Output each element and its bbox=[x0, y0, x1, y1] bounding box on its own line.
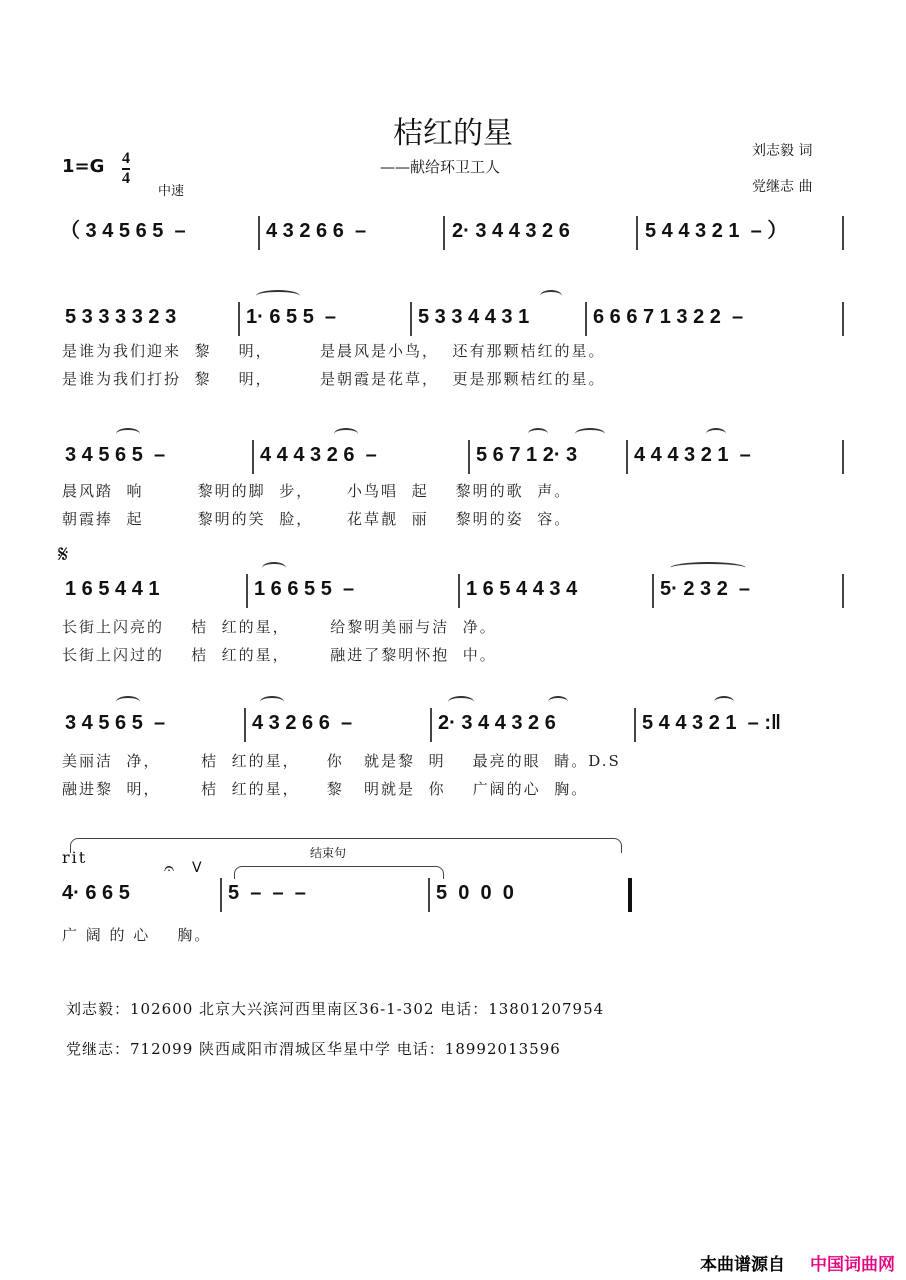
barline bbox=[443, 216, 445, 250]
barline bbox=[458, 574, 460, 608]
barline bbox=[410, 302, 412, 336]
lyrics-verse-2: 融进黎 明， 桔 红的星， 黎 明就是 你 广阔的心 胸。 bbox=[62, 780, 589, 798]
time-sig-bottom: 4 bbox=[122, 170, 130, 187]
measure: 3 4 5 6 5 – bbox=[65, 444, 166, 466]
measure: （ 3 4 5 6 5 – bbox=[60, 220, 186, 242]
slur bbox=[714, 696, 734, 708]
slur bbox=[548, 696, 568, 708]
staff-line-6 bbox=[60, 878, 850, 912]
lyrics-verse-2: 长街上闪过的 桔 红的星， 融进了黎明怀抱 中。 bbox=[62, 646, 497, 664]
measure: 5 6 7 1 2· 3 bbox=[476, 444, 578, 466]
lyrics-ending: 广 阔 的 心 胸。 bbox=[62, 926, 212, 944]
lyrics-verse-2: 朝霞捧 起 黎明的笑 脸， 花草靓 丽 黎明的姿 容。 bbox=[62, 510, 572, 528]
barline bbox=[652, 574, 654, 608]
staff-line-4 bbox=[60, 574, 850, 608]
composer-contact: 党继志：712099 陕西咸阳市渭城区华星中学 电话：18992013596 bbox=[66, 1040, 561, 1058]
measure: 2· 3 4 4 3 2 6 bbox=[438, 712, 556, 734]
slur bbox=[540, 290, 562, 302]
composer-credit: 党继志 曲 bbox=[752, 179, 813, 195]
slur bbox=[334, 428, 358, 440]
barline bbox=[636, 216, 638, 250]
key-signature: 1=G bbox=[62, 156, 105, 177]
barline bbox=[430, 708, 432, 742]
measure: 5 3 3 4 4 3 1 bbox=[418, 306, 530, 328]
measure: 1 6 5 4 4 1 bbox=[65, 578, 160, 600]
measure: 4· 6 6 5 bbox=[62, 882, 130, 904]
slur bbox=[575, 428, 605, 440]
measure: 5 0 0 0 bbox=[436, 882, 514, 904]
slur bbox=[528, 428, 548, 440]
barline bbox=[246, 574, 248, 608]
barline bbox=[428, 878, 430, 912]
staff-line-5 bbox=[60, 708, 850, 742]
time-sig-top: 4 bbox=[122, 150, 130, 170]
measure: 3 4 5 6 5 – bbox=[65, 712, 166, 734]
lyrics-verse-2: 是谁为我们打扮 黎 明， 是朝霞是花草， 更是那颗桔红的星。 bbox=[62, 370, 606, 388]
measure: 5 3 3 3 3 2 3 bbox=[65, 306, 177, 328]
measure: 2· 3 4 4 3 2 6 bbox=[452, 220, 570, 242]
lyrics-verse-1: 晨风踏 响 黎明的脚 步， 小鸟唱 起 黎明的歌 声。 bbox=[62, 482, 572, 500]
barline bbox=[842, 216, 844, 250]
barline bbox=[468, 440, 470, 474]
slur bbox=[670, 562, 746, 574]
measure: 5 4 4 3 2 1 – ） bbox=[645, 220, 788, 242]
measure: 4 3 2 6 6 – bbox=[252, 712, 353, 734]
measure: 6 6 6 7 1 3 2 2 – bbox=[593, 306, 744, 328]
time-signature bbox=[122, 150, 130, 188]
lyrics-verse-1: 美丽洁 净， 桔 红的星， 你 就是黎 明 最亮的眼 睛。D.S bbox=[62, 752, 621, 770]
barline bbox=[842, 302, 844, 336]
barline bbox=[244, 708, 246, 742]
tempo-marking: 中速 bbox=[158, 184, 185, 199]
measure: 5 – – – bbox=[228, 882, 306, 904]
barline bbox=[634, 708, 636, 742]
slur bbox=[448, 696, 474, 708]
final-barline bbox=[628, 878, 632, 912]
barline bbox=[238, 302, 240, 336]
slur bbox=[706, 428, 726, 440]
lyricist-credit: 刘志毅 词 bbox=[752, 143, 813, 159]
barline bbox=[842, 574, 844, 608]
lyrics-verse-1: 长街上闪亮的 桔 红的星， 给黎明美丽与洁 净。 bbox=[62, 618, 497, 636]
staff-line-2 bbox=[60, 302, 850, 336]
fermata-icon: 𝄐 bbox=[164, 858, 175, 879]
measure: 4 4 4 3 2 6 – bbox=[260, 444, 377, 466]
lyricist-contact: 刘志毅：102600 北京大兴滨河西里南区36-1-302 电话：13801207954 bbox=[66, 1000, 605, 1018]
barline bbox=[585, 302, 587, 336]
measure: 5· 2 3 2 – bbox=[660, 578, 751, 600]
measure: 1 6 5 4 4 3 4 bbox=[466, 578, 578, 600]
barline bbox=[258, 216, 260, 250]
ritardando-marking: rit bbox=[62, 848, 88, 867]
slur bbox=[116, 696, 140, 708]
lyrics-verse-1: 是谁为我们迎来 黎 明， 是晨风是小鸟， 还有那颗桔红的星。 bbox=[62, 342, 606, 360]
measure: 5 4 4 3 2 1 – :‖ bbox=[642, 712, 781, 734]
song-subtitle: ——献给环卫工人 bbox=[380, 158, 501, 176]
measure: 1 6 6 5 5 – bbox=[254, 578, 355, 600]
measure: 4 3 2 6 6 – bbox=[266, 220, 367, 242]
source-site-link[interactable]: 中国词曲网 bbox=[810, 1255, 895, 1275]
song-title: 桔红的星 bbox=[393, 116, 513, 151]
measure: 1· 6 5 5 – bbox=[246, 306, 337, 328]
breath-mark-icon: V bbox=[192, 860, 202, 876]
slur bbox=[116, 428, 140, 440]
source-prefix: 本曲谱源自 bbox=[700, 1255, 785, 1275]
slur bbox=[260, 696, 284, 708]
barline bbox=[842, 440, 844, 474]
measure: 4 4 4 3 2 1 – bbox=[634, 444, 751, 466]
barline bbox=[626, 440, 628, 474]
barline bbox=[252, 440, 254, 474]
slur bbox=[262, 562, 286, 574]
staff-line-1 bbox=[60, 216, 850, 250]
staff-line-3 bbox=[60, 440, 850, 474]
ending-label: 结束句 bbox=[310, 846, 347, 860]
segno-sign: 𝄋 bbox=[58, 540, 69, 568]
barline bbox=[220, 878, 222, 912]
slur bbox=[256, 290, 300, 302]
